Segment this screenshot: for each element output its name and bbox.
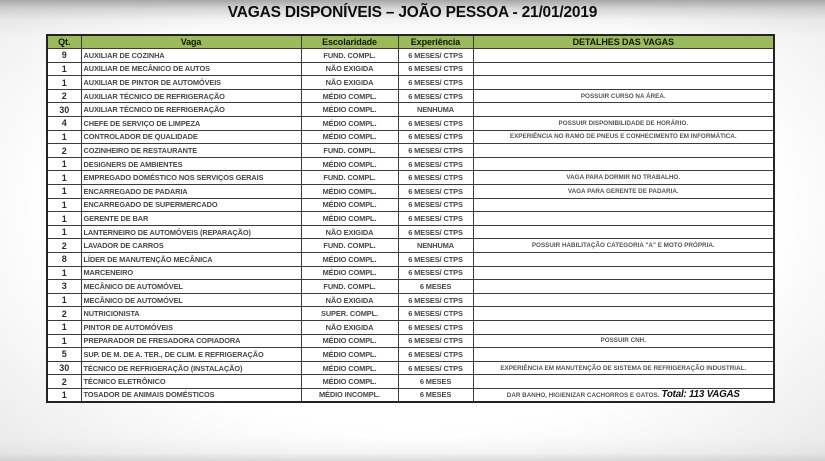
escolaridade-cell: MÉDIO COMPL. xyxy=(301,89,398,103)
escolaridade-cell: MÉDIO COMPL. xyxy=(301,266,398,280)
table-row xyxy=(47,293,774,307)
detalhes-cell xyxy=(473,293,774,307)
experiencia-cell: 6 MESES/ CTPS xyxy=(398,171,473,185)
detail-text: VAGA PARA GERENTE DE PADARIA. xyxy=(567,187,679,195)
escolaridade-cell: MÉDIO COMPL. xyxy=(301,361,398,375)
vaga-cell: TOSADOR DE ANIMAIS DOMÉSTICOS xyxy=(81,388,301,402)
qt-cell: 1 xyxy=(47,130,81,144)
detalhes-cell xyxy=(473,62,774,76)
vaga-cell: AUXILIAR DE PINTOR DE AUTOMÓVEIS xyxy=(81,76,301,90)
qt-cell: 1 xyxy=(47,171,81,185)
qt-cell: 30 xyxy=(47,103,81,117)
column-header-vaga: Vaga xyxy=(81,35,301,49)
qt-cell: 1 xyxy=(47,334,81,348)
qt-cell: 1 xyxy=(47,62,81,76)
qt-cell: 1 xyxy=(47,293,81,307)
escolaridade-cell: MÉDIO COMPL. xyxy=(301,157,398,171)
vaga-cell: ENCARREGADO DE PADARIA xyxy=(81,185,301,199)
escolaridade-cell: MÉDIO COMPL. xyxy=(301,375,398,389)
table-row xyxy=(47,157,774,171)
vaga-cell: EMPREGADO DOMÉSTICO NOS SERVIÇOS GERAIS xyxy=(81,171,301,185)
experiencia-cell: 6 MESES/ CTPS xyxy=(398,62,473,76)
qt-cell: 1 xyxy=(47,388,81,402)
escolaridade-cell: MÉDIO COMPL. xyxy=(301,198,398,212)
table-row xyxy=(47,280,774,294)
detail-text: EXPERIÊNCIA NO RAMO DE PNEUS E CONHECIMENTO EM INFORMÁTICA. xyxy=(509,133,737,141)
detalhes-cell xyxy=(473,225,774,239)
column-header-qt: Qt. xyxy=(47,35,81,49)
table-row xyxy=(47,239,774,253)
escolaridade-cell: FUND. COMPL. xyxy=(301,239,398,253)
qt-cell: 1 xyxy=(47,225,81,239)
vaga-cell: LANTERNEIRO DE AUTOMÓVEIS (REPARAÇÃO) xyxy=(81,225,301,239)
table-row xyxy=(47,388,774,402)
experiencia-cell: 6 MESES/ CTPS xyxy=(398,253,473,267)
vaga-cell: DESIGNERS DE AMBIENTES xyxy=(81,157,301,171)
qt-cell: 1 xyxy=(47,266,81,280)
qt-cell: 1 xyxy=(47,157,81,171)
vaga-cell: AUXILIAR DE MECÂNICO DE AUTOS xyxy=(81,62,301,76)
qt-cell: 1 xyxy=(47,320,81,334)
detalhes-cell xyxy=(473,157,774,171)
table-row xyxy=(47,103,774,117)
escolaridade-cell: MÉDIO COMPL. xyxy=(301,253,398,267)
experiencia-cell: 6 MESES/ CTPS xyxy=(398,334,473,348)
table-header xyxy=(47,35,774,49)
table-row xyxy=(47,334,774,348)
experiencia-cell: 6 MESES/ CTPS xyxy=(398,266,473,280)
detail-text: VAGA PARA DORMIR NO TRABALHO. xyxy=(566,174,681,182)
escolaridade-cell: MÉDIO INCOMPL. xyxy=(301,388,398,402)
page-title: VAGAS DISPONÍVEIS – JOÃO PESSOA - 21/01/2019 xyxy=(227,4,598,21)
detalhes-cell xyxy=(473,388,774,402)
table-row xyxy=(47,117,774,131)
table-row xyxy=(47,320,774,334)
vaga-cell: PREPARADOR DE FRESADORA COPIADORA xyxy=(81,334,301,348)
experiencia-cell: 6 MESES/ CTPS xyxy=(398,361,473,375)
escolaridade-cell: MÉDIO COMPL. xyxy=(301,212,398,226)
vaga-cell: ENCARREGADO DE SUPERMERCADO xyxy=(81,198,301,212)
vaga-cell: SUP. DE M. DE A. TER., DE CLIM. E REFRIGERAÇÃO xyxy=(81,348,301,362)
qt-cell: 8 xyxy=(47,253,81,267)
vaga-cell: LÍDER DE MANUTENÇÃO MECÂNICA xyxy=(81,253,301,267)
experiencia-cell: 6 MESES xyxy=(398,280,473,294)
qt-cell: 9 xyxy=(47,49,81,63)
escolaridade-cell: NÃO EXIGIDA xyxy=(301,62,398,76)
vaga-cell: CHEFE DE SERVIÇO DE LIMPEZA xyxy=(81,117,301,131)
escolaridade-cell: NÃO EXIGIDA xyxy=(301,225,398,239)
experiencia-cell: 6 MESES/ CTPS xyxy=(398,49,473,63)
detalhes-cell xyxy=(473,253,774,267)
experiencia-cell: 6 MESES/ CTPS xyxy=(398,320,473,334)
vaga-cell: AUXILIAR TÉCNICO DE REFRIGERAÇÃO xyxy=(81,103,301,117)
table-row xyxy=(47,62,774,76)
table-row xyxy=(47,253,774,267)
table-row xyxy=(47,361,774,375)
detalhes-cell xyxy=(473,348,774,362)
detalhes-cell xyxy=(473,117,774,131)
vaga-cell: MECÂNICO DE AUTOMÓVEL xyxy=(81,293,301,307)
escolaridade-cell: NÃO EXIGIDA xyxy=(301,76,398,90)
vaga-cell: NUTRICIONISTA xyxy=(81,307,301,321)
escolaridade-cell: MÉDIO COMPL. xyxy=(301,130,398,144)
total-vagas: Total: 113 VAGAS xyxy=(661,389,740,401)
escolaridade-cell: SUPER. COMPL. xyxy=(301,307,398,321)
table-row xyxy=(47,49,774,63)
detalhes-cell xyxy=(473,212,774,226)
escolaridade-cell: MÉDIO COMPL. xyxy=(301,103,398,117)
experiencia-cell: 6 MESES/ CTPS xyxy=(398,293,473,307)
experiencia-cell: NENHUMA xyxy=(398,103,473,117)
detalhes-cell xyxy=(473,320,774,334)
escolaridade-cell: MÉDIO COMPL. xyxy=(301,185,398,199)
experiencia-cell: 6 MESES/ CTPS xyxy=(398,212,473,226)
escolaridade-cell: FUND. COMPL. xyxy=(301,144,398,158)
detalhes-cell xyxy=(473,198,774,212)
detail-text: POSSUIR DISPONIBILIDADE DE HORÁRIO. xyxy=(558,119,688,127)
escolaridade-cell: FUND. COMPL. xyxy=(301,280,398,294)
escolaridade-cell: NÃO EXIGIDA xyxy=(301,320,398,334)
experiencia-cell: 6 MESES/ CTPS xyxy=(398,144,473,158)
experiencia-cell: 6 MESES/ CTPS xyxy=(398,198,473,212)
detail-text: EXPERIÊNCIA EM MANUTENÇÃO DE SISTEMA DE REFRIGERAÇÃO INDUSTRIAL. xyxy=(500,364,747,372)
table-row xyxy=(47,144,774,158)
detalhes-cell xyxy=(473,171,774,185)
experiencia-cell: 6 MESES/ CTPS xyxy=(398,89,473,103)
qt-cell: 4 xyxy=(47,117,81,131)
escolaridade-cell: FUND. COMPL. xyxy=(301,49,398,63)
table-row xyxy=(47,76,774,90)
vaga-cell: MECÂNICO DE AUTOMÓVEL xyxy=(81,280,301,294)
vaga-cell: CONTROLADOR DE QUALIDADE xyxy=(81,130,301,144)
escolaridade-cell: MÉDIO COMPL. xyxy=(301,334,398,348)
column-header-escolaridade: Escolaridade xyxy=(301,35,398,49)
table-row xyxy=(47,375,774,389)
table-row xyxy=(47,198,774,212)
table-row xyxy=(47,266,774,280)
column-header-experiencia: Experiência xyxy=(398,35,473,49)
detalhes-cell xyxy=(473,144,774,158)
qt-cell: 5 xyxy=(47,348,81,362)
table-body xyxy=(47,49,774,402)
vacancies-table xyxy=(46,34,775,403)
experiencia-cell: 6 MESES/ CTPS xyxy=(398,157,473,171)
detalhes-cell xyxy=(473,375,774,389)
experiencia-cell: 6 MESES xyxy=(398,388,473,402)
table-row xyxy=(47,348,774,362)
detail-text: POSSUIR CNH. xyxy=(600,337,646,345)
qt-cell: 2 xyxy=(47,239,81,253)
vaga-cell: LAVADOR DE CARROS xyxy=(81,239,301,253)
qt-cell: 1 xyxy=(47,212,81,226)
escolaridade-cell: MÉDIO COMPL. xyxy=(301,348,398,362)
qt-cell: 2 xyxy=(47,307,81,321)
table-row xyxy=(47,171,774,185)
experiencia-cell: 6 MESES/ CTPS xyxy=(398,76,473,90)
vaga-cell: PINTOR DE AUTOMÓVEIS xyxy=(81,320,301,334)
detail-text: POSSUIR HABILITAÇÃO CATEGORIA "A" E MOTO PRÓPRIA. xyxy=(531,242,715,250)
detail-text: DAR BANHO, HIGIENIZAR CACHORROS E GATOS. xyxy=(506,392,660,400)
table-row xyxy=(47,225,774,239)
experiencia-cell: 6 MESES xyxy=(398,375,473,389)
escolaridade-cell: NÃO EXIGIDA xyxy=(301,293,398,307)
table-row xyxy=(47,130,774,144)
table-row xyxy=(47,185,774,199)
detalhes-cell xyxy=(473,307,774,321)
qt-cell: 1 xyxy=(47,76,81,90)
qt-cell: 3 xyxy=(47,280,81,294)
qt-cell: 1 xyxy=(47,185,81,199)
escolaridade-cell: MÉDIO COMPL. xyxy=(301,117,398,131)
detalhes-cell xyxy=(473,103,774,117)
table-row xyxy=(47,89,774,103)
qt-cell: 2 xyxy=(47,375,81,389)
detail-text: POSSUIR CURSO NA ÁREA. xyxy=(580,92,666,100)
table-row xyxy=(47,307,774,321)
vaga-cell: AUXILIAR DE COZINHA xyxy=(81,49,301,63)
detalhes-cell xyxy=(473,130,774,144)
experiencia-cell: NENHUMA xyxy=(398,239,473,253)
detalhes-cell xyxy=(473,266,774,280)
experiencia-cell: 6 MESES/ CTPS xyxy=(398,185,473,199)
detalhes-cell xyxy=(473,239,774,253)
column-header-detalhes: DETALHES DAS VAGAS xyxy=(473,35,774,49)
detalhes-cell xyxy=(473,89,774,103)
qt-cell: 30 xyxy=(47,361,81,375)
detalhes-cell xyxy=(473,280,774,294)
experiencia-cell: 6 MESES/ CTPS xyxy=(398,307,473,321)
detalhes-cell xyxy=(473,334,774,348)
qt-cell: 1 xyxy=(47,198,81,212)
vaga-cell: MARCENEIRO xyxy=(81,266,301,280)
experiencia-cell: 6 MESES/ CTPS xyxy=(398,225,473,239)
qt-cell: 2 xyxy=(47,144,81,158)
experiencia-cell: 6 MESES/ CTPS xyxy=(398,348,473,362)
experiencia-cell: 6 MESES/ CTPS xyxy=(398,117,473,131)
header-row xyxy=(47,35,774,49)
vaga-cell: TÉCNICO ELETRÔNICO xyxy=(81,375,301,389)
vaga-cell: GERENTE DE BAR xyxy=(81,212,301,226)
vaga-cell: TÉCNICO DE REFRIGERAÇÃO (INSTALAÇÃO) xyxy=(81,361,301,375)
detalhes-cell xyxy=(473,185,774,199)
detalhes-cell xyxy=(473,76,774,90)
vaga-cell: AUXILIAR TÉCNICO DE REFRIGERAÇÃO xyxy=(81,89,301,103)
qt-cell: 2 xyxy=(47,89,81,103)
escolaridade-cell: FUND. COMPL. xyxy=(301,171,398,185)
vaga-cell: COZINHEIRO DE RESTAURANTE xyxy=(81,144,301,158)
detalhes-cell xyxy=(473,49,774,63)
table-row xyxy=(47,212,774,226)
experiencia-cell: 6 MESES/ CTPS xyxy=(398,130,473,144)
detalhes-cell xyxy=(473,361,774,375)
